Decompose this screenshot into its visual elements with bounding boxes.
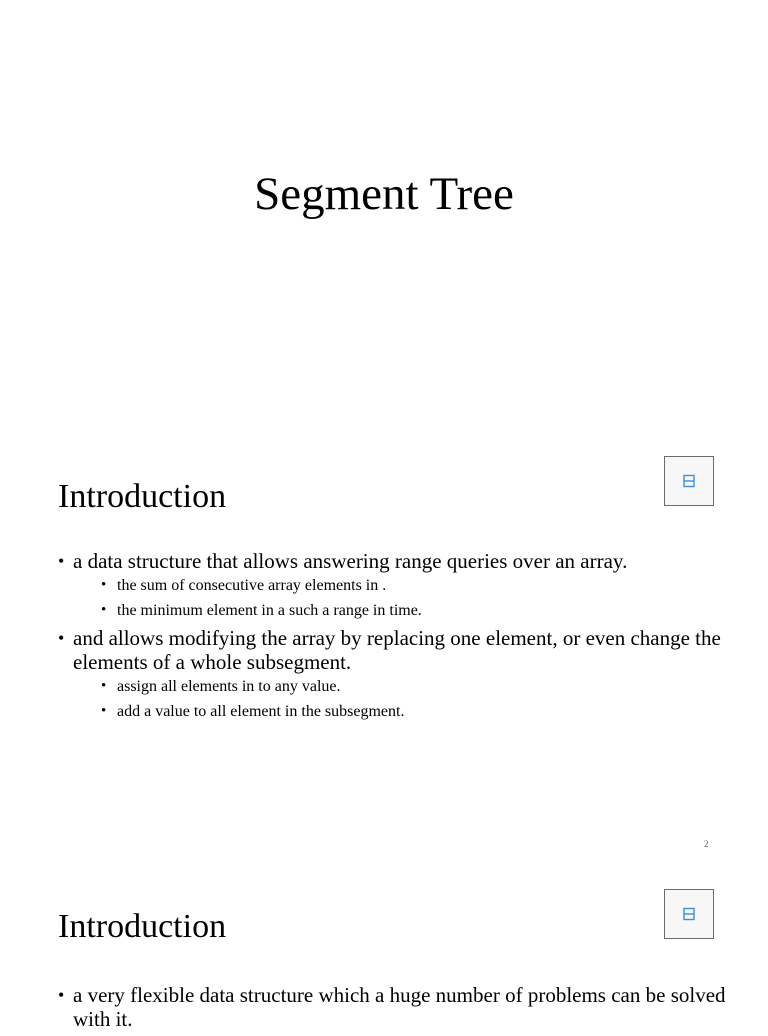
sub-bullet-item: [73, 576, 728, 595]
sub-bullet-text: the sum of consecutive array elements in .: [117, 577, 387, 594]
sub-bullet-list: [73, 576, 728, 620]
bullet-item: [58, 626, 728, 721]
logo-box: [664, 889, 714, 939]
bullet-dot: •: [58, 985, 65, 1005]
slide-title: Introduction: [58, 908, 227, 945]
sub-bullet-text: add a value to all element in the subsegment.: [117, 703, 405, 720]
bullet-dot: •: [58, 628, 65, 648]
slide-title: Introduction: [58, 478, 227, 515]
bullet-dot: •: [101, 703, 107, 719]
sub-bullet-list: [73, 677, 728, 721]
sub-bullet-item: [73, 677, 728, 696]
sub-bullet-text: the minimum element in a such a range in time.: [117, 602, 422, 619]
bullet-dot: •: [101, 577, 107, 593]
sub-bullet-item: [73, 702, 728, 721]
main-title: Segment Tree: [254, 168, 514, 220]
tree-logo-icon: [682, 474, 696, 488]
tree-logo-icon: [682, 907, 696, 921]
title-slide: [0, 0, 768, 432]
sub-bullet-item: [73, 601, 728, 620]
slide-introduction: [0, 432, 768, 864]
page-number: 2: [704, 839, 709, 849]
bullet-item: [58, 549, 728, 620]
slide-introduction-2: [0, 864, 768, 1031]
bullet-dot: •: [58, 551, 65, 571]
bullet-dot: •: [101, 678, 107, 694]
bullet-text: a data structure that allows answering range queries over an array.: [73, 549, 628, 573]
bullet-text: a very flexible data structure which a huge number of problems can be solved with it.: [73, 983, 726, 1031]
bullet-dot: •: [101, 602, 107, 618]
sub-bullet-text: assign all elements in to any value.: [117, 678, 341, 695]
bullet-list: [58, 549, 728, 727]
bullet-text: and allows modifying the array by replacing one element, or even change the elements of a whole subsegment.: [73, 626, 721, 674]
logo-box: [664, 456, 714, 506]
bullet-list: [58, 983, 728, 1036]
